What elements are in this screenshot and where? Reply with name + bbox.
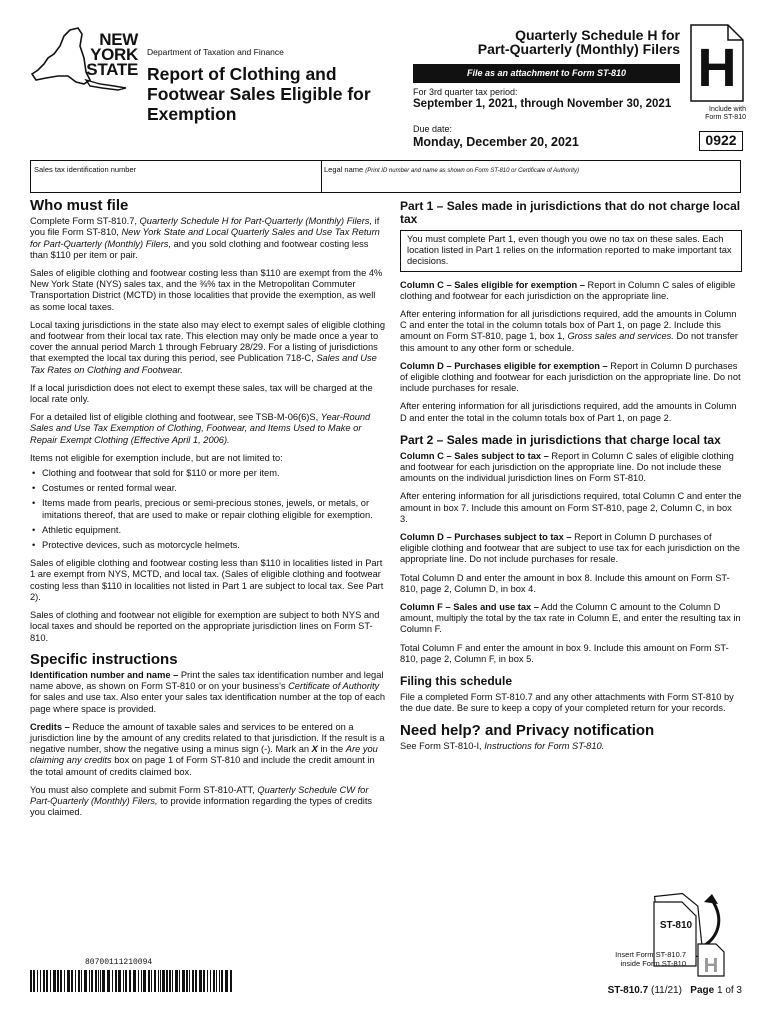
- who-paragraph: Sales of eligible clothing and footwear costing less than $110 in localities listed in Part 1 are exempt from NYS, MCTD, and local tax. (Sales of eligible clothing and footwear costing less than $110 in localities not listed in Part 1 are subject to local tax. See Part 2).: [30, 558, 384, 602]
- barcode-bar: [169, 970, 171, 992]
- who-paragraph: Sales of eligible clothing and footwear costing less than $110 are exempt from the 4% New York State (NYS) sales tax, and the ⅜% tax in the Metropolitan Commuter Transportation District (MCTD) in those localities that provide the exemption, as well as some local taxes.: [30, 268, 383, 312]
- page-footer: [608, 985, 742, 996]
- specific-instructions-heading: Specific instructions: [30, 650, 178, 668]
- barcode-bar: [107, 970, 110, 992]
- barcode-bar: [115, 970, 117, 992]
- barcode-bar: [64, 970, 65, 992]
- barcode-bar: [78, 970, 80, 992]
- part2-column-c: Column C – Sales subject to tax – Report in Column C sales of eligible clothing and footwear for each jurisdiction on the appropriate line. Do not include these amounts on the individual jurisdiction lines on Form ST-810.: [400, 450, 734, 484]
- right-column: [400, 200, 742, 759]
- barcode-bar: [175, 970, 178, 992]
- schedule-title: Quarterly Schedule H for Part-Quarterly (Monthly) Filers: [477, 27, 680, 57]
- svg-text:ST-810: ST-810: [659, 920, 693, 931]
- barcode-bar: [75, 970, 76, 992]
- barcode-bar: [225, 970, 228, 992]
- barcode-bar: [141, 970, 142, 992]
- barcode-bar: [57, 970, 59, 992]
- form-id: ST-810.7: [607, 985, 649, 996]
- barcode-bar: [30, 970, 32, 992]
- logo-text: NEW YORK STATE: [86, 30, 138, 79]
- who-paragraph: Complete Form ST-810.7, Quarterly Schedule H for Part-Quarterly (Monthly) Filers, if you file Form ST-810, New York State and Local Quarterly Sales and Use Tax Return for Part-Quarterly (Monthly) Filers, and you sold clothing and footwear costing less than $110 per item or pair.: [30, 216, 380, 260]
- period-value: September 1, 2021, through November 30, 2021: [413, 98, 672, 110]
- barcode-bar: [192, 970, 194, 992]
- help-paragraph: See Form ST-810-I, Instructions for Form ST-810.: [400, 740, 605, 751]
- list-item: • Protective devices, such as motorcycle helmets.: [30, 540, 386, 551]
- insert-instruction: Insert Form ST-810.7 inside Form ST-810: [615, 950, 686, 968]
- part1-column-c: Column C – Sales eligible for exemption – Report in Column C sales of eligible clothing and footwear for each jurisdiction on the appropriate line.: [400, 279, 736, 301]
- att-instructions: You must also complete and submit Form ST-810-ATT, Quarterly Schedule CW for Part-Quarterly (Monthly) Filers, to provide information regarding the types of credits you claimed.: [30, 784, 373, 818]
- barcode-bar: [216, 970, 217, 992]
- form-code-box: 0922: [699, 131, 743, 151]
- barcode-bar: [71, 970, 73, 992]
- barcode-bar: [95, 970, 97, 992]
- period-label: For 3rd quarter tax period:: [413, 87, 518, 97]
- barcode-bar: [37, 970, 38, 992]
- list-item: • Clothing and footwear that sold for $110 or more per item.: [30, 468, 386, 479]
- due-date-value: Monday, December 20, 2021: [413, 135, 579, 149]
- part1-heading: Part 1 – Sales made in jurisdictions that do not charge local tax: [400, 199, 741, 226]
- part1-column-c-totals: After entering information for all jurisdictions required, add the amounts in Column C and enter the total in the column totals box of Part 1, on page 2. Include this amount on Form ST-810, page 1, box 1, Gross sales and services. Do not transfer this amount to any other form or schedule.: [400, 309, 738, 353]
- barcode-icon: [30, 970, 235, 992]
- who-paragraph: Items not eligible for exemption include, but are not limited to:: [30, 452, 283, 463]
- barcode-bar: [160, 970, 161, 992]
- list-item: • Costumes or rented formal wear.: [30, 483, 386, 494]
- barcode-bar: [84, 970, 87, 992]
- who-paragraph: Local taxing jurisdictions in the state also may elect to exempt sales of eligible clothing and footwear from their local tax rate. This election may only be made once a year to cover the annual period March 1 through February 28/29. For a listing of jurisdictions that exempted the local tax during this period, see Publication 718-C, Sales and Use Tax Rates on Clothing and Footwear.: [30, 319, 386, 375]
- barcode-bar: [133, 970, 136, 992]
- barcode-bar: [207, 970, 208, 992]
- barcode-bar: [199, 970, 202, 992]
- barcode-bar: [89, 970, 90, 992]
- ineligible-items-list: [30, 468, 386, 551]
- department-name: Department of Taxation and Finance: [147, 47, 284, 57]
- page-number: 1: [716, 985, 723, 996]
- svg-text:H: H: [703, 955, 719, 977]
- part2-column-f-totals: Total Column F and enter the amount in box 9. Include this amount on Form ST-810, page 2, Column F, in box 5.: [400, 642, 729, 664]
- barcode-bar: [230, 970, 232, 992]
- page-word: Page: [690, 985, 715, 996]
- barcode-bar: [158, 970, 159, 992]
- list-item: • Items made from pearls, precious or semi-precious stones, jewels, or metals, or imitations thereof, that are used to make or repair clothing eligible for exemption.: [30, 498, 386, 520]
- barcode-bar: [43, 970, 45, 992]
- filing-heading: Filing this schedule: [400, 674, 513, 689]
- schedule-h-icon: [690, 24, 744, 102]
- help-heading: Need help? and Privacy notification: [400, 721, 655, 739]
- barcode-bar: [118, 970, 121, 992]
- barcode-bar: [50, 970, 51, 992]
- barcode-bar: [162, 970, 165, 992]
- form-title: Report of Clothing and Footwear Sales Eligible for Exemption: [147, 64, 371, 124]
- who-paragraph: Sales of clothing and footwear not eligible for exemption are subject to both NYS and local taxes and should be reported on the appropriate jurisdiction lines on Form ST-810.: [30, 610, 380, 643]
- barcode-bar: [33, 970, 35, 992]
- identification-box: [30, 160, 741, 193]
- barcode-bar: [172, 970, 173, 992]
- barcode-bar: [143, 970, 146, 992]
- part2-column-d: Column D – Purchases subject to tax – Report in Column D purchases of eligible clothing and footwear that are subject to use tax for each jurisdiction on the appropriate line. Do not include purchases for resale.: [400, 532, 741, 565]
- credits-instructions: Credits – Reduce the amount of taxable sales and services to be entered on a jurisdiction line by the amount of any credits related to that jurisdiction. If the result is a negative number, show the negative using a minus sign (-). Mark an X in the Are you claiming any credits box on page 1 of Form ST-810 and include the credit amount in the total amount of credits claimed box.: [30, 721, 385, 777]
- part1-column-d: Column D – Purchases eligible for exemption – Report in Column D purchases of eligible clothing and footwear for each jurisdiction on the appropriate line. Do not include purchases for resale.: [400, 360, 741, 394]
- barcode-bar: [213, 970, 215, 992]
- barcode-bar: [102, 970, 105, 992]
- part1-column-d-totals: After entering information for all jurisdictions required, add the amounts in Column D and enter the total in the column totals box of Part 1, on page 2.: [400, 401, 737, 423]
- barcode-bar: [182, 970, 185, 992]
- barcode-bar: [98, 970, 99, 992]
- barcode-bar: [129, 970, 131, 992]
- barcode-bar: [154, 970, 156, 992]
- filing-paragraph: File a completed Form ST-810.7 and any other attachments with Form ST-810 by the due date. Be sure to keep a copy of your completed return for your records.: [400, 692, 734, 714]
- due-date-label: Due date:: [413, 124, 453, 134]
- barcode-bar: [91, 970, 93, 992]
- who-must-file-heading: Who must file: [30, 197, 129, 214]
- barcode-bar: [186, 970, 188, 992]
- nys-logo: [30, 24, 140, 94]
- part1-notice-box: You must complete Part 1, even though you owe no tax on these sales. Each location listed in Part 1 relies on the information reported to make important tax decisions.: [400, 230, 742, 272]
- identification-instructions: Identification number and name – Print the sales tax identification number and legal name above, as shown on Form ST-810 or on your business's Certificate of Authority for sales and use tax. Also enter your sales tax identification number at the top of each page where space is provided.: [30, 669, 386, 714]
- part2-heading: Part 2 – Sales made in jurisdictions that charge local tax: [400, 432, 721, 447]
- barcode-bar: [219, 970, 220, 992]
- part2-column-d-totals: Total Column D and enter the amount in box 8. Include this amount on Form ST-810, page 2, Column D, in box 4.: [400, 572, 730, 594]
- barcode-bar: [179, 970, 180, 992]
- barcode-bar: [166, 970, 168, 992]
- barcode-bar: [189, 970, 190, 992]
- attach-banner: File as an attachment to Form ST-810: [413, 64, 680, 83]
- svg-text:H: H: [697, 38, 737, 98]
- barcode-bar: [112, 970, 113, 992]
- barcode-bar: [203, 970, 205, 992]
- revision-date: (11/21): [650, 985, 682, 996]
- who-paragraph: If a local jurisdiction does not elect to exempt these sales, tax will be charged at the local rate only.: [30, 382, 373, 405]
- barcode-bar: [195, 970, 197, 992]
- left-column: [30, 197, 386, 825]
- legal-name-label: Legal name (Print ID number and name as shown on Form ST-810 or Certificate of Authority): [324, 165, 579, 174]
- page-total: of 3: [725, 985, 742, 996]
- part2-column-f: Column F – Sales and use tax – Add the Column C amount to the Column D amount, multiply the total by the tax rate in Column E, and enter the resulting tax in Column F.: [400, 602, 741, 635]
- barcode-bar: [67, 970, 70, 992]
- barcode-bar: [53, 970, 56, 992]
- who-paragraph: For a detailed list of eligible clothing and footwear, see TSB-M-06(6)S, Year-Round Sales and Use Tax Exemption of Clothing, Footwear, and Items Used to Make or Repair Exempt Clothing (Effective April 1, 2006).: [30, 412, 371, 445]
- sales-tax-id-label: Sales tax identification number: [34, 165, 137, 174]
- include-with-note: Include with Form ST-810: [705, 106, 746, 121]
- barcode-bar: [210, 970, 211, 992]
- barcode-bar: [81, 970, 82, 992]
- barcode-bar: [123, 970, 124, 992]
- barcode-bar: [60, 970, 62, 992]
- barcode-bar: [151, 970, 152, 992]
- barcode-bar: [46, 970, 48, 992]
- barcode-bar: [100, 970, 101, 992]
- barcode-bar: [138, 970, 139, 992]
- field-divider: [321, 161, 322, 192]
- barcode-bar: [221, 970, 223, 992]
- barcode-bar: [40, 970, 41, 992]
- barcode-number: 80700111210094: [85, 958, 153, 967]
- list-item: • Athletic equipment.: [30, 525, 386, 536]
- barcode-bar: [148, 970, 150, 992]
- barcode-bar: [125, 970, 127, 992]
- part2-column-c-totals: After entering information for all jurisdictions required, total Column C and enter the amount in box 7. Include this amount on Form ST-810, page 2, Column C, in box 3.: [400, 491, 742, 524]
